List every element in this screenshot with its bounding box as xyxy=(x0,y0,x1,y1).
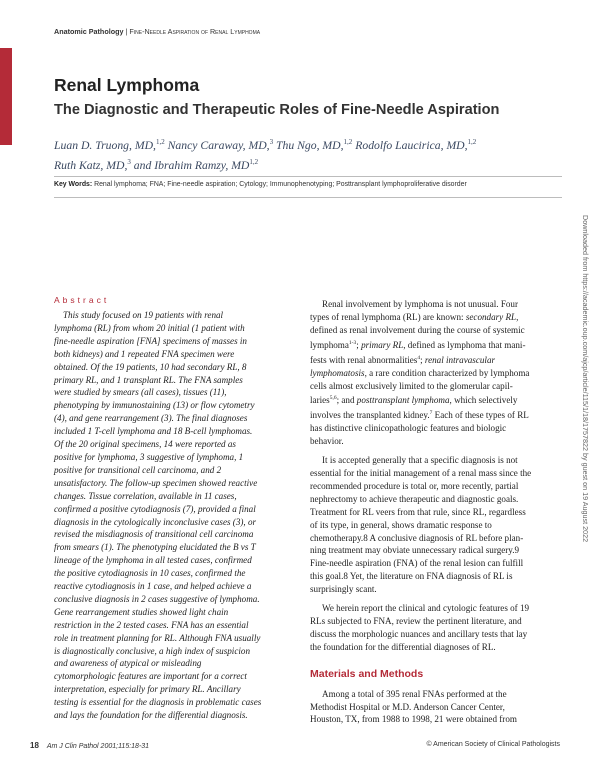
body-line: defined as renal involvement during the course of systemic xyxy=(310,324,525,335)
abstract-line: lineage of the lymphoma in all tested cases, confirmed xyxy=(54,555,252,566)
author-list xyxy=(54,134,574,174)
article-title: Renal Lymphoma xyxy=(54,75,200,95)
author-affiliation: 1,2 xyxy=(343,138,353,146)
author-name: Ruth Katz, MD, xyxy=(54,158,128,172)
emphasis: posttransplant lymphoma xyxy=(356,395,450,406)
body-line: lymphoma$^{1-3}$; primary RL, defined as lymphoma that mani- xyxy=(310,339,526,350)
body-line: essential for the initial management of a renal mass since the xyxy=(310,468,532,478)
body-line: Fine-needle aspiration (FNA) of the renal lesion can fulfill xyxy=(310,558,524,569)
author-name: Luan D. Truong, MD, xyxy=(54,138,156,152)
body-line: Among a total of 395 renal FNAs performed at the xyxy=(322,688,507,699)
running-head-topic: Fine-Needle Aspiration of Renal Lymphoma xyxy=(129,27,261,36)
body-line: involves the transplanted kidney.$^7$ Each of these types of RL xyxy=(310,410,529,421)
abstract-line: reactive cytodiagnosis in 1 case, and helped achieve a xyxy=(54,581,252,592)
body-line: We herein report the clinical and cytologic features of 19 xyxy=(322,603,530,614)
body-line: cells almost exclusively limited to the glomerular capil- xyxy=(310,380,513,391)
abstract-heading: Abstract xyxy=(54,295,110,305)
body-line: this goal.8 Yet, the literature on FNA diagnosis of RL is xyxy=(310,571,513,582)
abstract-line: diagnosis in the cytologically inconclusive cases (3), or xyxy=(54,516,257,527)
abstract xyxy=(54,295,298,722)
body-line: recommended procedure is total or, more recently, partial xyxy=(310,480,519,491)
red-accent-bar xyxy=(0,48,12,145)
running-head-section: Anatomic Pathology xyxy=(54,27,124,36)
running-head: Anatomic Pathology | Fine-Needle Aspiration of Renal Lymphoma xyxy=(54,27,261,36)
body-line: laries$^{5,6}$; and posttransplant lymphoma, which selectively xyxy=(310,395,518,406)
copyright: © American Society of Clinical Pathologists xyxy=(426,741,560,748)
abstract-line: restriction in the 2 tested cases. FNA has an essential xyxy=(54,619,249,630)
abstract-line: role in treatment planning for RL. Although FNA usually xyxy=(54,632,261,643)
keywords xyxy=(54,181,559,188)
abstract-line: primary RL, and 1 transplant RL. The FNA samples xyxy=(54,374,243,385)
abstract-line: Gene rearrangement studies showed light chain xyxy=(54,606,229,617)
author-name: Nancy Caraway, MD, xyxy=(164,138,270,152)
body-line: Houston, TX, from 1988 to 1998, 21 were obtained from xyxy=(310,714,517,725)
author-affiliation: 1,2 xyxy=(249,157,259,166)
body-line: Renal involvement by lymphoma is not unusual. Four xyxy=(322,299,519,309)
citation: 1-3 xyxy=(348,339,357,346)
abstract-line: cytomorphologic features are important for a correct xyxy=(54,671,247,682)
body-line: lymphomatosis, a rare condition characterized by lymphoma xyxy=(310,367,530,378)
body-line: has distinctive clinicopathologic features and biologic xyxy=(310,423,507,434)
author-line-1 xyxy=(54,134,574,154)
download-note: Downloaded from https://academic.oup.com/ajcp/article/115/1/18/1757822 by guest on 19 August 2022 xyxy=(581,215,590,543)
abstract-line: and awareness of atypical or misleading xyxy=(54,658,202,669)
abstract-line: phenotyping by immunostaining (13) or flow cytometry xyxy=(54,400,255,411)
abstract-line: This study focused on 19 patients with renal xyxy=(63,310,224,320)
abstract-line: conclusive diagnosis in 2 cases suggestive of lymphoma. xyxy=(54,593,260,604)
abstract-line: lymphoma (RL) from whom 20 initial (1 patient with xyxy=(54,322,245,333)
body-line: behavior. xyxy=(310,436,344,447)
divider xyxy=(54,176,562,177)
emphasis: lymphomatosis xyxy=(310,367,365,378)
abstract-line: included 1 T-cell lymphoma and 18 B-cell lymphomas. xyxy=(54,426,253,437)
abstract-line: from smears (1). The phenotyping elucidated the B vs T xyxy=(54,542,256,553)
body-line: chemotherapy.8 A conclusive diagnosis of RL before plan- xyxy=(310,532,524,543)
abstract-line: revised the misdiagnosis of transitional cell carcinoma xyxy=(54,529,254,540)
body-line: discuss the morphologic nuances and ancillary tests that lay xyxy=(310,628,528,639)
abstract-line: unsatisfactory. The follow-up specimen showed reactive xyxy=(54,477,258,488)
body-line: ning treatment may obviate unnecessary radical surgery.9 xyxy=(310,545,520,556)
abstract-line: positive for lymphoma, 3 suggestive of lymphoma, 1 xyxy=(54,451,244,462)
citation: 5,6 xyxy=(329,395,337,402)
author-affiliation: 1,2 xyxy=(155,138,165,146)
abstract-line: is diagnostically conclusive, a high index of suspicion xyxy=(54,645,250,656)
keywords-label: Key Words: xyxy=(54,181,93,188)
abstract-line: (4), and gene rearrangement (3). The final diagnoses xyxy=(54,413,248,424)
author-affiliation: 3 xyxy=(269,138,274,146)
body-line: fests with renal abnormalities$^4$; renal intravascular xyxy=(310,354,496,365)
page-number: 18 xyxy=(30,741,39,750)
body-line: surprisingly scant. xyxy=(310,584,377,595)
emphasis: primary RL xyxy=(361,339,404,350)
abstract-line: confirmed a positive cytodiagnosis (7), provided a final xyxy=(54,503,256,514)
author-name: Thu Ngo, MD, xyxy=(273,138,344,152)
abstract-line: testing is essential for the diagnosis in problematic cases xyxy=(54,697,262,708)
abstract-line: interpretation, especially for primary RL. Ancillary xyxy=(54,684,241,695)
abstract-body xyxy=(54,309,298,722)
abstract-line: fine-needle aspiration [FNA] specimens of masses in xyxy=(54,335,247,346)
author-name: Rodolfo Laucirica, MD, xyxy=(352,138,468,152)
citation: 4 xyxy=(417,354,421,361)
keywords-text: Renal lymphoma; FNA; Fine-needle aspiration; Cytology; Immunophenotyping; Posttransplant lymphoproliferative disorder xyxy=(92,181,467,188)
abstract-line: both kidneys) and 1 repeated FNA specimen were xyxy=(54,348,235,359)
page-footer xyxy=(30,741,149,750)
methods-heading: Materials and Methods xyxy=(310,667,424,680)
author-line-2 xyxy=(54,154,574,174)
author-affiliation: 1,2 xyxy=(467,138,477,146)
abstract-line: changes. Tissue correlation, available in 11 cases, xyxy=(54,490,237,501)
article-subtitle: The Diagnostic and Therapeutic Roles of Fine-Needle Aspiration xyxy=(54,102,500,118)
body-line: It is accepted generally that a specific diagnosis is not xyxy=(322,455,518,466)
abstract-line: and lays the foundation for the differential diagnosis. xyxy=(54,710,248,721)
body-line: of its type, in general, shows dramatic response to xyxy=(310,519,492,530)
emphasis: secondary RL, xyxy=(465,311,519,322)
abstract-line: the positive cytodiagnosis in 10 cases, confirmed the xyxy=(54,568,246,579)
author-affiliation: 3 xyxy=(127,157,131,166)
body-line: Methodist Hospital or M.D. Anderson Cancer Center, xyxy=(310,701,505,712)
emphasis: renal intravascular xyxy=(424,354,496,365)
abstract-line: Of the 20 original specimens, 14 were reported as xyxy=(54,439,236,450)
abstract-line: obtained. Of the 19 patients, 10 had secondary RL, 8 xyxy=(54,361,247,372)
body-column xyxy=(310,298,554,726)
body-line: Treatment for RL veers from that rule, since RL, regardless xyxy=(310,506,526,517)
journal-citation: Am J Clin Pathol 2001;115:18-31 xyxy=(46,743,150,750)
body-line: the foundation for the differential diagnoses of RL. xyxy=(310,641,496,652)
citation: 7 xyxy=(429,410,433,417)
abstract-line: were studied by smears (all cases), tissues (11), xyxy=(54,387,227,398)
abstract-line: positive for transitional cell carcinoma, and 2 xyxy=(54,464,222,475)
body-line: RLs subjected to FNA, review the pertinent literature, and xyxy=(310,615,522,626)
body-line: types of renal lymphoma (RL) are known: secondary RL, xyxy=(310,311,519,322)
author-name: and Ibrahim Ramzy, MD xyxy=(130,158,250,172)
body-line: nephrectomy to achieve therapeutic and diagnostic goals. xyxy=(310,493,519,504)
divider xyxy=(54,197,562,198)
